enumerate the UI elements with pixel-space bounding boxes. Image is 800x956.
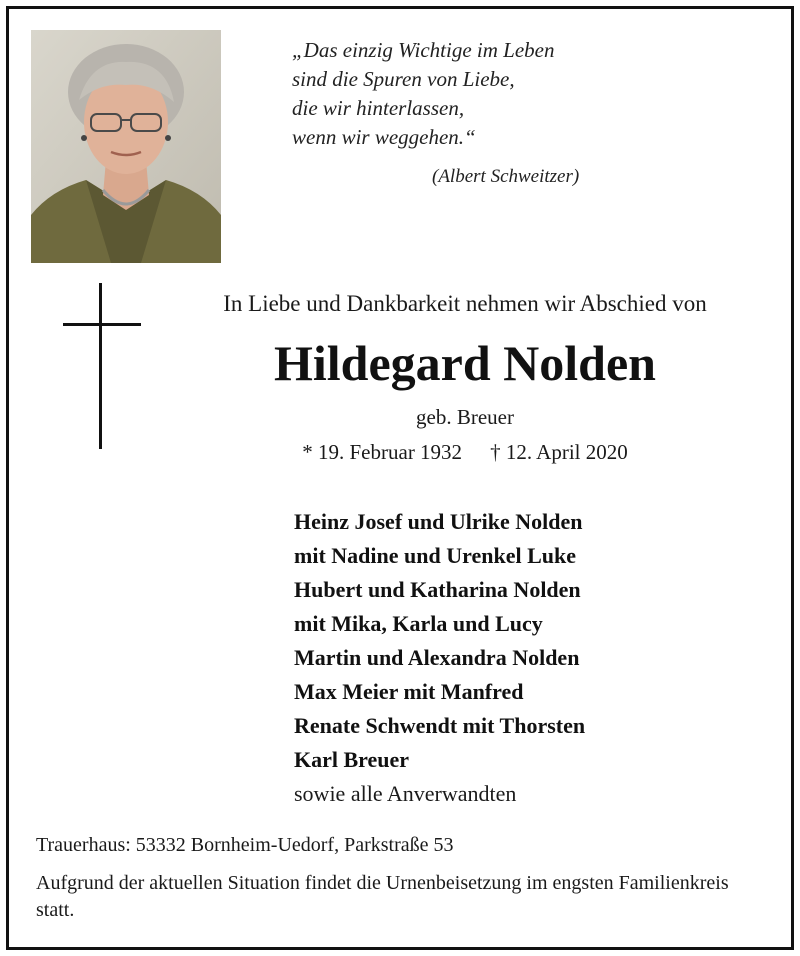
quote-line: „Das einzig Wichtige im Leben [292,38,555,62]
mourning-house-address: Trauerhaus: 53332 Bornheim-Uedorf, Parkstraße 53 [36,834,454,856]
mourner-line: mit Mika, Karla und Lucy [294,611,543,636]
quote-line: die wir hinterlassen, [292,96,465,120]
intro-text: In Liebe und Dankbarkeit nehmen wir Abschied von [223,291,707,316]
quote-author: (Albert Schweitzer) [432,166,580,187]
mourner-line: Karl Breuer [294,747,410,772]
mourner-line: Hubert und Katharina Nolden [294,577,581,602]
mourner-line: Renate Schwendt mit Thorsten [294,713,586,738]
life-dates [178,440,752,465]
burial-note: Aufgrund der aktuellen Situation findet die Urnenbeisetzung im engsten Familienkreis statt. [36,872,729,921]
portrait-photo [31,30,221,263]
quote-line: sind die Spuren von Liebe, [292,67,515,91]
mourner-line: Martin und Alexandra Nolden [294,645,580,670]
death-date: † 12. April 2020 [490,440,628,464]
cross-icon [63,283,141,449]
mourner-line: mit Nadine und Urenkel Luke [294,543,576,568]
portrait-illustration [31,30,221,263]
mourners-closing: sowie alle Anverwandten [294,781,517,806]
mourner-line: Max Meier mit Manfred [294,679,524,704]
mourners-list [294,505,585,811]
deceased-name: Hildegard Nolden [274,335,656,391]
quote-line: wenn wir weggehen.“ [292,125,476,149]
birth-name: geb. Breuer [416,405,514,429]
mourner-line: Heinz Josef und Ulrike Nolden [294,509,583,534]
quote [292,36,554,152]
birth-date: * 19. Februar 1932 [302,440,463,464]
